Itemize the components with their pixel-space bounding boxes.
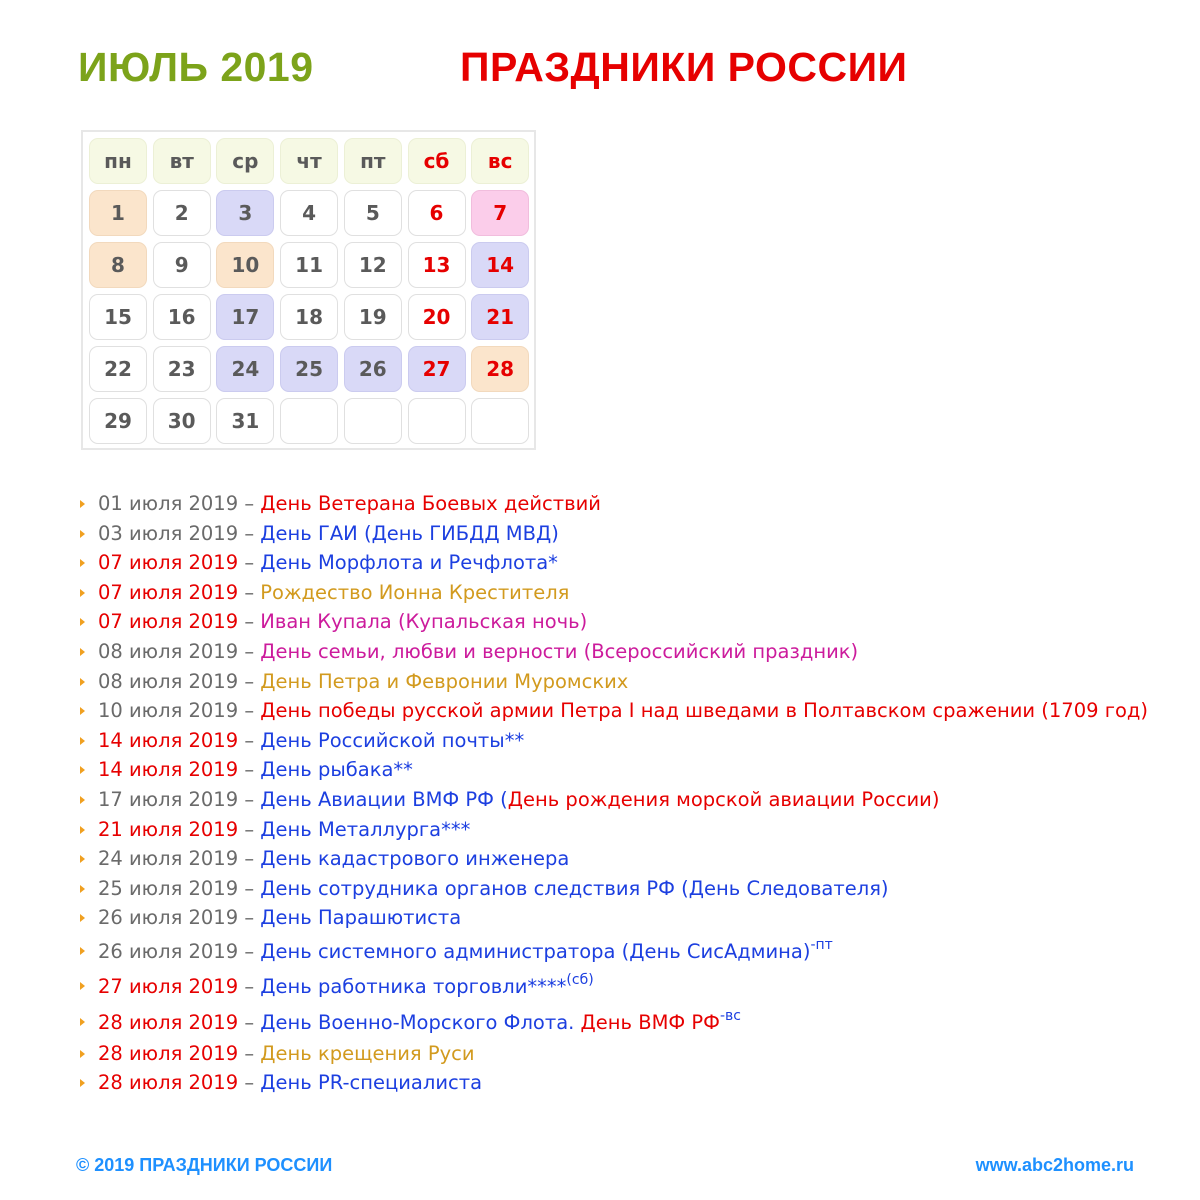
bullet-arrow-icon <box>80 648 85 656</box>
holiday-name: День Петра и Февронии Муромских <box>260 669 629 693</box>
bullet-arrow-icon <box>80 826 85 834</box>
holiday-item <box>78 1068 1178 1098</box>
dash-separator: – <box>238 1071 261 1095</box>
dash-separator: – <box>238 939 261 963</box>
holiday-date: 14 июля 2019 <box>98 728 239 752</box>
bullet-arrow-icon <box>80 530 85 538</box>
holiday-name: День Военно-Морского Флота. <box>260 1010 581 1034</box>
dash-separator: – <box>238 699 261 723</box>
holiday-date: 28 июля 2019 <box>98 1010 239 1034</box>
holiday-name: День ВМФ РФ <box>580 1010 720 1034</box>
calendar-day[interactable]: 29 <box>89 398 147 444</box>
holiday-item <box>78 1039 1178 1069</box>
holiday-name: День ГАИ (День ГИБДД МВД) <box>260 521 559 545</box>
weekday-header: чт <box>280 138 338 184</box>
bullet-arrow-icon <box>80 947 85 955</box>
holiday-name: День Морфлота и Речфлота* <box>260 551 558 575</box>
calendar-day[interactable]: 4 <box>280 190 338 236</box>
calendar-day[interactable]: 31 <box>216 398 274 444</box>
holiday-date: 26 июля 2019 <box>98 939 239 963</box>
calendar-day[interactable]: 30 <box>153 398 211 444</box>
holiday-date: 28 июля 2019 <box>98 1071 239 1095</box>
calendar-day[interactable]: 9 <box>153 242 211 288</box>
holiday-name: День рождения морской авиации России) <box>507 787 940 811</box>
calendar-day[interactable]: 22 <box>89 346 147 392</box>
dash-separator: – <box>238 492 261 515</box>
calendar-day[interactable]: 6 <box>408 190 466 236</box>
dash-separator: – <box>238 521 261 545</box>
holiday-item <box>78 1004 1178 1039</box>
calendar-day[interactable]: 16 <box>153 294 211 340</box>
calendar-day[interactable]: 26 <box>344 346 402 392</box>
calendar-day[interactable]: 23 <box>153 346 211 392</box>
holiday-name: День семьи, любви и верности (Всероссийский праздник) <box>260 639 859 663</box>
holiday-name: День Металлурга*** <box>260 817 471 841</box>
calendar-day[interactable]: 20 <box>408 294 466 340</box>
calendar-day[interactable]: 21 <box>471 294 529 340</box>
holiday-date: 08 июля 2019 <box>98 639 239 663</box>
dash-separator: – <box>238 876 261 900</box>
copyright-text: © 2019 ПРАЗДНИКИ РОССИИ <box>76 1155 333 1175</box>
holiday-date: 25 июля 2019 <box>98 876 239 900</box>
dash-separator: – <box>238 817 261 841</box>
dash-separator: – <box>238 639 261 663</box>
calendar-day[interactable]: 15 <box>89 294 147 340</box>
dash-separator: – <box>238 906 261 930</box>
dash-separator: – <box>238 787 261 811</box>
month-title: ИЮЛЬ 2019 <box>78 44 314 90</box>
holiday-date: 07 июля 2019 <box>98 610 239 634</box>
bullet-arrow-icon <box>80 589 85 597</box>
holiday-item <box>78 519 1178 549</box>
bullet-arrow-icon <box>80 559 85 567</box>
dash-separator: – <box>238 758 261 782</box>
bullet-arrow-icon <box>80 500 85 508</box>
holiday-name: День Парашютиста <box>260 906 462 930</box>
calendar-day[interactable]: 5 <box>344 190 402 236</box>
calendar-empty-cell <box>280 398 338 444</box>
calendar-day[interactable]: 8 <box>89 242 147 288</box>
bullet-arrow-icon <box>80 914 85 922</box>
holiday-name: День рыбака** <box>260 758 413 782</box>
holiday-item <box>78 548 1178 578</box>
page-title: ПРАЗДНИКИ РОССИИ <box>460 44 908 90</box>
weekday-header: пт <box>344 138 402 184</box>
holiday-list <box>78 489 1178 1098</box>
calendar-day[interactable]: 13 <box>408 242 466 288</box>
holiday-date: 24 июля 2019 <box>98 847 239 871</box>
holiday-item <box>78 815 1178 845</box>
dash-separator: – <box>238 728 261 752</box>
holiday-item <box>78 755 1178 785</box>
bullet-arrow-icon <box>80 618 85 626</box>
weekday-header: вс <box>471 138 529 184</box>
dash-separator: – <box>238 847 261 871</box>
holiday-date: 28 июля 2019 <box>98 1041 239 1065</box>
bullet-arrow-icon <box>80 855 85 863</box>
holiday-item <box>78 637 1178 667</box>
dash-separator: – <box>238 1010 261 1034</box>
bullet-arrow-icon <box>80 707 85 715</box>
bullet-arrow-icon <box>80 982 85 990</box>
holiday-name: День победы русской армии Петра I над шведами в Полтавском сражении (1709 год) <box>260 699 1148 723</box>
dash-separator: – <box>238 975 261 999</box>
weekday-header: сб <box>408 138 466 184</box>
calendar-day[interactable]: 1 <box>89 190 147 236</box>
holiday-item <box>78 489 1178 519</box>
holiday-date: 14 июля 2019 <box>98 758 239 782</box>
calendar-day[interactable]: 19 <box>344 294 402 340</box>
holiday-date: 27 июля 2019 <box>98 975 239 999</box>
bullet-arrow-icon <box>80 1018 85 1026</box>
weekday-note: (сб) <box>566 972 594 989</box>
bullet-arrow-icon <box>80 1050 85 1058</box>
holiday-date: 21 июля 2019 <box>98 817 239 841</box>
bullet-arrow-icon <box>80 737 85 745</box>
calendar-grid <box>81 130 536 450</box>
holiday-name: День крещения Руси <box>260 1041 475 1065</box>
dash-separator: – <box>238 580 261 604</box>
holiday-name: День Ветерана Боевых действий <box>260 492 601 515</box>
holiday-date: 08 июля 2019 <box>98 669 239 693</box>
calendar-day[interactable]: 17 <box>216 294 274 340</box>
weekday-header: вт <box>153 138 211 184</box>
weekday-header: пн <box>89 138 147 184</box>
calendar-empty-cell <box>471 398 529 444</box>
holiday-item <box>78 785 1178 815</box>
holiday-name: Иван Купала (Купальская ночь) <box>260 610 588 634</box>
calendar-empty-cell <box>408 398 466 444</box>
holiday-name: День кадастрового инженера <box>260 847 570 871</box>
holiday-date: 10 июля 2019 <box>98 699 239 723</box>
holiday-name: День Российской почты** <box>260 728 525 752</box>
dash-separator: – <box>238 610 261 634</box>
holiday-item <box>78 726 1178 756</box>
dash-separator: – <box>238 551 261 575</box>
calendar-day[interactable]: 2 <box>153 190 211 236</box>
calendar-day[interactable]: 10 <box>216 242 274 288</box>
bullet-arrow-icon <box>80 796 85 804</box>
bullet-arrow-icon <box>80 678 85 686</box>
calendar-day[interactable]: 24 <box>216 346 274 392</box>
holiday-item <box>78 667 1178 697</box>
holiday-date: 07 июля 2019 <box>98 580 239 604</box>
holiday-date: 01 июля 2019 <box>98 492 239 515</box>
calendar-day[interactable]: 28 <box>471 346 529 392</box>
holiday-name: День сотрудника органов следствия РФ (День Следователя) <box>260 876 889 900</box>
holiday-date: 17 июля 2019 <box>98 787 239 811</box>
holiday-name: День системного администратора (День СисАдмина) <box>260 939 811 963</box>
holiday-item <box>78 874 1178 904</box>
bullet-arrow-icon <box>80 766 85 774</box>
calendar-day[interactable]: 3 <box>216 190 274 236</box>
bullet-arrow-icon <box>80 885 85 893</box>
holiday-date: 03 июля 2019 <box>98 521 239 545</box>
dash-separator: – <box>238 1041 261 1065</box>
calendar-day[interactable]: 25 <box>280 346 338 392</box>
holiday-name: День работника торговли**** <box>260 975 567 999</box>
holiday-date: 26 июля 2019 <box>98 906 239 930</box>
dash-separator: – <box>238 669 261 693</box>
holiday-item <box>78 844 1178 874</box>
calendar-day[interactable]: 14 <box>471 242 529 288</box>
calendar-day[interactable]: 7 <box>471 190 529 236</box>
holiday-item <box>78 607 1178 637</box>
holiday-name: Рождество Ионна Крестителя <box>260 580 570 604</box>
holiday-item <box>78 968 1178 1003</box>
calendar-day[interactable]: 12 <box>344 242 402 288</box>
weekday-note: -вс <box>719 1007 741 1024</box>
calendar-day[interactable]: 11 <box>280 242 338 288</box>
holiday-item <box>78 933 1178 968</box>
holiday-name: День PR-специалиста <box>260 1071 483 1095</box>
holiday-item <box>78 696 1178 726</box>
weekday-note: -пт <box>810 936 833 953</box>
site-link[interactable]: www.abc2home.ru <box>975 1155 1134 1175</box>
calendar-day[interactable]: 18 <box>280 294 338 340</box>
calendar-empty-cell <box>344 398 402 444</box>
holiday-item <box>78 903 1178 933</box>
bullet-arrow-icon <box>80 1079 85 1087</box>
holiday-name: День Авиации ВМФ РФ ( <box>260 787 508 811</box>
weekday-header: ср <box>216 138 274 184</box>
holiday-date: 07 июля 2019 <box>98 551 239 575</box>
calendar-day[interactable]: 27 <box>408 346 466 392</box>
holiday-item <box>78 578 1178 608</box>
